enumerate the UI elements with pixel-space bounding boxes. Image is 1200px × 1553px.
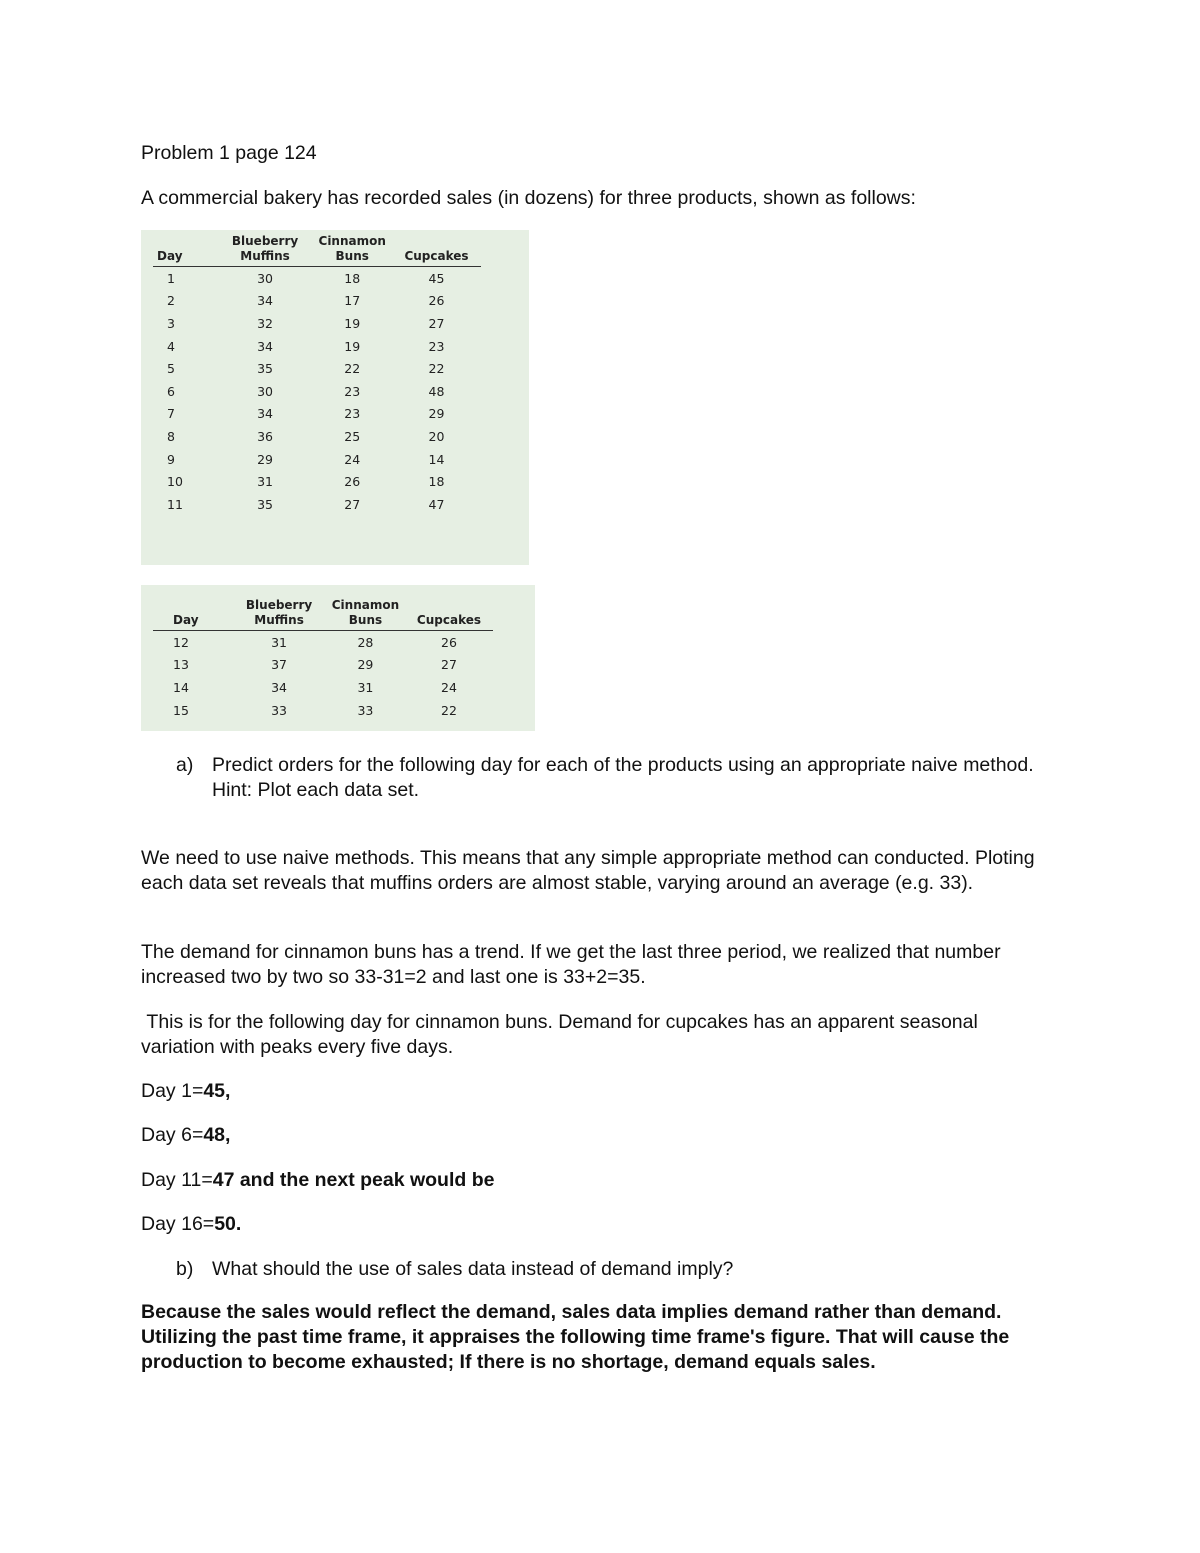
cell-day: 2	[167, 293, 175, 309]
cell-buns: 18	[344, 270, 361, 286]
question-b-marker: b)	[176, 1258, 194, 1280]
table-row	[153, 654, 493, 677]
sales-table-2	[153, 598, 493, 721]
cell-cupcakes: 26	[428, 293, 445, 309]
table-header-row	[153, 598, 493, 631]
cell-muffins: 34	[271, 679, 288, 695]
cell-muffins: 29	[257, 451, 273, 467]
cell-day: 4	[167, 338, 175, 354]
cell-buns: 19	[344, 315, 361, 331]
cell-cupcakes: 26	[441, 634, 457, 650]
table-row	[153, 699, 493, 722]
table-row	[153, 290, 481, 313]
cell-buns: 26	[344, 474, 361, 490]
table-row	[153, 335, 481, 358]
cell-muffins: 31	[271, 634, 288, 650]
cell-cupcakes: 22	[441, 702, 457, 718]
table-row	[153, 403, 481, 426]
col-day: Day	[153, 598, 232, 631]
table-row	[153, 676, 493, 699]
col-buns-line2: Buns	[348, 613, 383, 627]
col-cupcakes: Cupcakes	[392, 234, 481, 267]
cell-buns: 23	[344, 383, 361, 399]
cell-cupcakes: 24	[441, 679, 457, 695]
col-cupcakes: Cupcakes	[405, 598, 493, 631]
cell-muffins: 37	[271, 657, 288, 673]
peak-day-11	[141, 1168, 494, 1193]
answer-b: Because the sales would reflect the demand, sales data implies demand rather than demand. Utilizing the past time frame, it appraises the following time frame's figure. That will cause the production to become exhausted; If there is no shortage, demand equals sales.	[141, 1301, 1015, 1373]
cell-buns: 25	[344, 428, 361, 444]
question-a-marker: a)	[176, 754, 194, 776]
problem-heading: Problem 1 page 124	[141, 142, 317, 164]
col-muffins	[232, 598, 326, 631]
cell-day: 11	[167, 496, 183, 512]
cell-buns: 28	[357, 634, 374, 650]
col-buns	[312, 234, 392, 267]
table-row	[153, 380, 481, 403]
answer-paragraph-3: This is for the following day for cinnamon buns. Demand for cupcakes has an apparent seasonal variation with peaks every five days.	[141, 1011, 984, 1058]
cell-day: 8	[167, 428, 175, 444]
peak-day-16-value: 50.	[214, 1213, 242, 1235]
cell-cupcakes: 45	[428, 270, 445, 286]
question-b-text: What should the use of sales data instead of demand imply?	[212, 1258, 734, 1280]
cell-day: 3	[167, 315, 175, 331]
cell-muffins: 31	[257, 474, 273, 490]
cell-day: 6	[167, 383, 175, 399]
cell-cupcakes: 20	[428, 428, 445, 444]
cell-muffins: 34	[257, 338, 273, 354]
cell-day: 1	[167, 270, 175, 286]
cell-cupcakes: 22	[428, 361, 445, 377]
cell-cupcakes: 23	[428, 338, 445, 354]
cell-day: 10	[167, 474, 183, 490]
cell-muffins: 35	[257, 361, 273, 377]
table-row	[153, 425, 481, 448]
cell-muffins: 32	[257, 315, 273, 331]
peak-day-6-value: 48,	[203, 1124, 231, 1146]
cell-muffins: 35	[257, 496, 273, 512]
intro-text: A commercial bakery has recorded sales (in dozens) for three products, shown as follows:	[141, 187, 916, 209]
cell-buns: 19	[344, 338, 361, 354]
cell-muffins: 30	[257, 383, 273, 399]
table-row	[153, 267, 481, 290]
peak-day-16	[141, 1212, 241, 1237]
table-row	[153, 493, 481, 516]
peak-day-11-label: Day 11=	[141, 1169, 213, 1191]
col-muffins-line2: Muffins	[240, 249, 290, 263]
cell-day: 12	[173, 634, 189, 650]
col-buns-line1: Cinnamon	[318, 234, 386, 248]
cell-day: 14	[173, 679, 189, 695]
peak-day-1	[141, 1079, 230, 1104]
cell-buns: 22	[344, 361, 361, 377]
sales-table-1-panel	[141, 230, 529, 565]
peak-day-11-value: 47 and the next peak would be	[212, 1169, 495, 1191]
peak-day-1-label: Day 1=	[141, 1080, 204, 1102]
sales-table-2-panel	[141, 585, 535, 731]
answer-paragraph-1: We need to use naive methods. This means that any simple appropriate method can conducted. Ploting each data set reveals that muffins orders are almost stable, varying around an average (e.g. 33).	[141, 847, 1040, 894]
cell-cupcakes: 27	[441, 657, 457, 673]
cell-buns: 31	[357, 679, 374, 695]
col-muffins-line2: Muffins	[254, 613, 304, 627]
cell-buns: 17	[344, 293, 361, 309]
col-muffins-line1: Blueberry	[245, 598, 313, 612]
peak-day-1-value: 45,	[203, 1080, 231, 1102]
table-row	[153, 357, 481, 380]
peak-day-6-label: Day 6=	[141, 1124, 204, 1146]
cell-cupcakes: 48	[428, 383, 445, 399]
answer-paragraph-2: The demand for cinnamon buns has a trend. If we get the last three period, we realized that number increased two by two so 33-31=2 and last one is 33+2=35.	[141, 941, 1007, 988]
col-buns-line1: Cinnamon	[331, 598, 400, 612]
cell-buns: 24	[344, 451, 361, 467]
cell-cupcakes: 18	[428, 474, 445, 490]
table-header-row	[153, 234, 481, 267]
table-row	[153, 312, 481, 335]
col-buns	[326, 598, 405, 631]
cell-day: 15	[173, 702, 189, 718]
sales-table-1	[153, 234, 481, 516]
cell-cupcakes: 47	[428, 496, 445, 512]
cell-buns: 29	[357, 657, 374, 673]
table-row	[153, 470, 481, 493]
question-a-text: Predict orders for the following day for each of the products using an appropriate naive method. Hint: Plot each data set.	[212, 754, 1034, 801]
cell-day: 5	[167, 361, 175, 377]
cell-cupcakes: 14	[428, 451, 445, 467]
cell-buns: 23	[344, 406, 361, 422]
cell-buns: 27	[344, 496, 361, 512]
table-row	[153, 448, 481, 471]
cell-muffins: 34	[257, 293, 273, 309]
peak-day-6	[141, 1123, 230, 1148]
cell-day: 9	[167, 451, 175, 467]
peak-day-16-label: Day 16=	[141, 1213, 215, 1235]
col-day: Day	[153, 234, 218, 267]
cell-muffins: 36	[257, 428, 273, 444]
cell-muffins: 33	[271, 702, 288, 718]
cell-buns: 33	[357, 702, 374, 718]
cell-cupcakes: 29	[428, 406, 445, 422]
cell-day: 13	[173, 657, 189, 673]
cell-muffins: 34	[257, 406, 273, 422]
col-buns-line2: Buns	[335, 249, 369, 263]
col-muffins	[218, 234, 313, 267]
cell-muffins: 30	[257, 270, 273, 286]
cell-day: 7	[167, 406, 175, 422]
col-muffins-line1: Blueberry	[231, 234, 299, 248]
table-row	[153, 631, 493, 654]
cell-cupcakes: 27	[428, 315, 445, 331]
